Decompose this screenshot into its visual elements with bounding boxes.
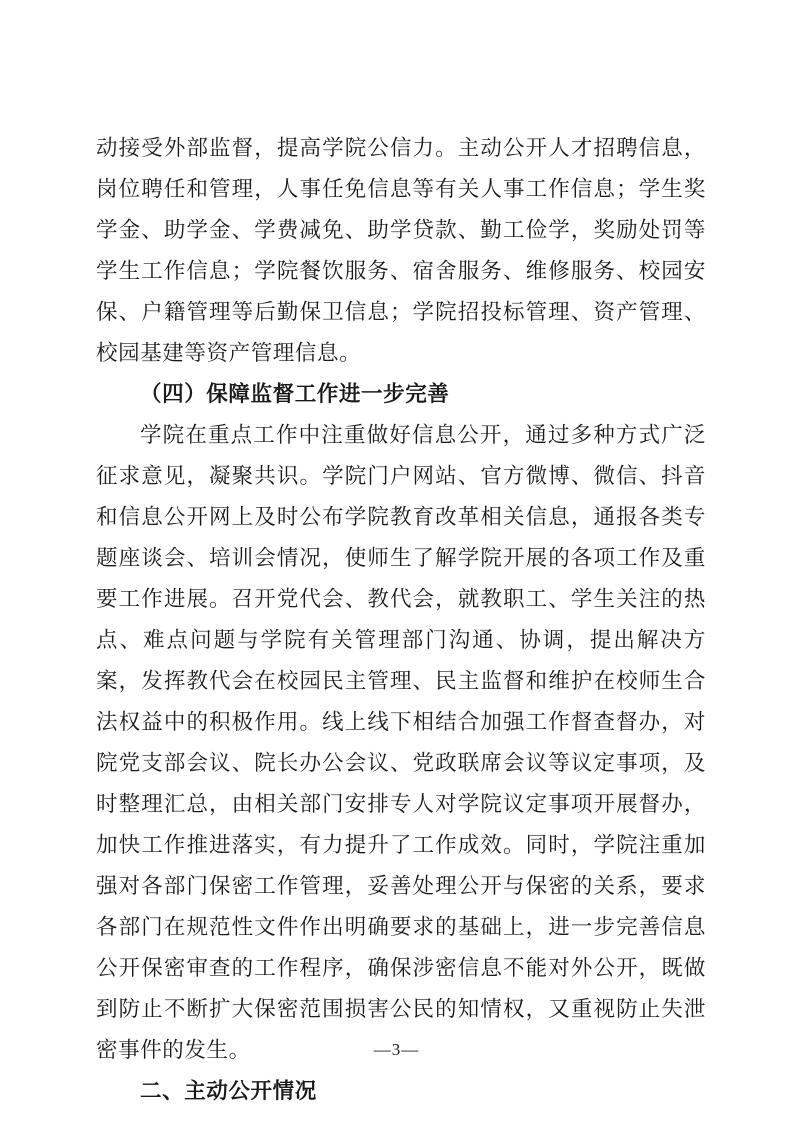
page-number: —3— [373, 1040, 420, 1059]
section-heading-二: 二、主动公开情况 [140, 1079, 317, 1103]
section-heading-四: （四）保障监督工作进一步完善 [140, 382, 450, 406]
document-body [96, 128, 706, 1112]
body-paragraph: 学院在重点工作中注重做好信息公开，通过多种方式广泛征求意见，凝聚共识。学院门户网站、官方微博、微信、抖音和信息公开网上及时公布学院教育改革相关信息，通报各类专题座谈会、培训会情况，使师生了解学院开展的各项工作及重要工作进展。召开党代会、教代会，就教职工、学生关注的热点、难点问题与学院有关管理部门沟通、协调，提出解决方案，发挥教代会在校园民主管理、民主监督和维护在校师生合法权益中的积极作用。线上线下相结合加强工作督查督办，对院党支部会议、院长办公会议、党政联席会议等议定事项，及时整理汇总，由相关部门安排专人对学院议定事项开展督办，加快工作推进落实，有力提升了工作成效。同时，学院注重加强对各部门保密工作管理，妥善处理公开与保密的关系，要求各部门在规范性文件作出明确要求的基础上，进一步完善信息公开保密审查的工作程序，确保涉密信息不能对外公开，既做到防止不断扩大保密范围损害公民的知情权，又重视防止失泄密事件的发生。 [96, 423, 706, 1062]
body-paragraph: 动接受外部监督，提高学院公信力。主动公开人才招聘信息，岗位聘任和管理，人事任免信息等有关人事工作信息；学生奖学金、助学金、学费减免、助学贷款、勤工俭学，奖励处罚等学生工作信息；学院餐饮服务、宿舍服务、维修服务、校园安保、户籍管理等后勤保卫信息；学院招投标管理、资产管理、校园基建等资产管理信息。 [96, 136, 706, 365]
